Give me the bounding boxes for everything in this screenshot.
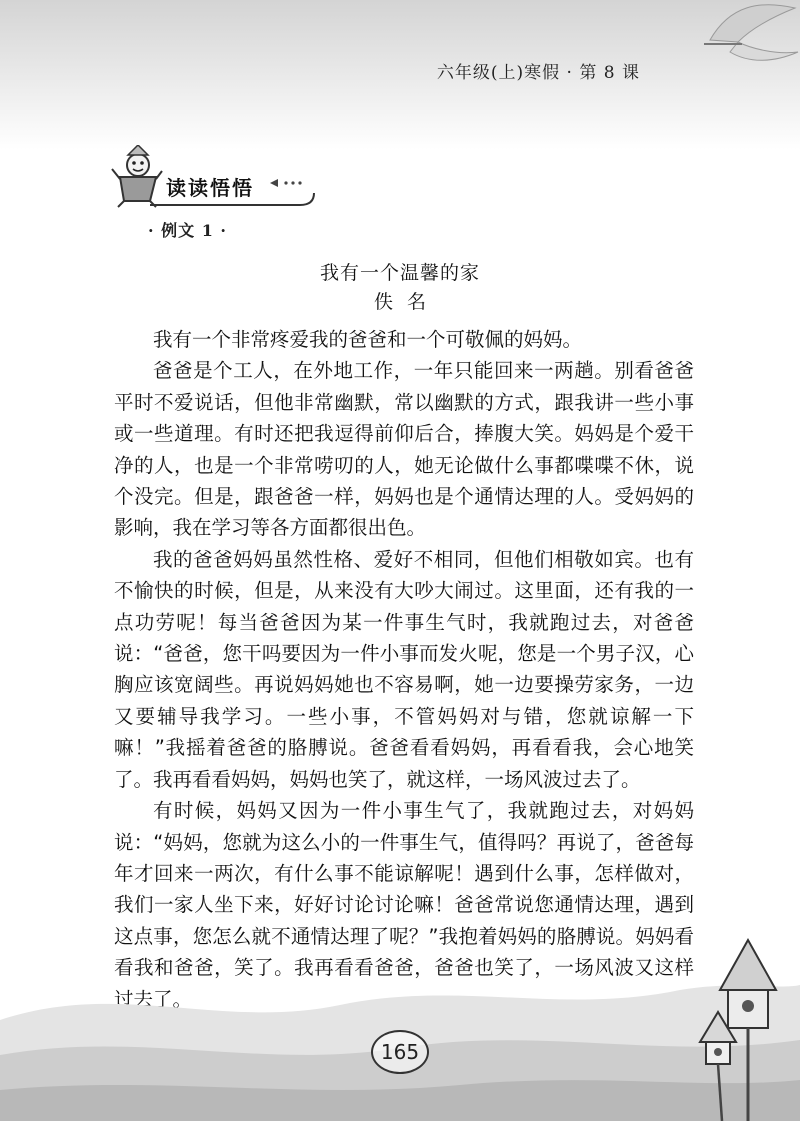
paragraph: 我有一个非常疼爱我的爸爸和一个可敬佩的妈妈。: [153, 328, 583, 351]
article-author: 佚名: [373, 291, 440, 313]
page-number: 165: [371, 1030, 429, 1074]
header-background: [0, 0, 800, 150]
birdhouse-icon: [690, 930, 800, 1121]
paragraph: 爸爸是个工人，在外地工作，一年只能回来一两趟。别看爸爸平时不爱说话，但他非常幽默，常以幽默的方式，跟我讲一些小事或一些道理。有时还把我逗得前仰后合，捧腹大笑。妈妈是个爱干净的人，也是一个非常唠叨的人，她无论做什么事都喋喋不休，说个没完。但是，跟爸爸一样，妈妈也是个通情达理的人。受妈妈的影响，我在学习等各方面都很出色。: [114, 359, 694, 540]
example-label: · 例文 1 ·: [148, 221, 227, 240]
cartoon-pencil-mascot-icon: [112, 145, 162, 207]
butterfly-icon: [690, 0, 800, 70]
section-title: 读读悟悟: [166, 176, 254, 200]
paragraph: 我的爸爸妈妈虽然性格、爱好不相同，但他们相敬如宾。也有不愉快的时候，但是，从来没有大吵大闹过。这里面，还有我的一点功劳呢！每当爸爸因为某一件事生气时，我就跑过去，对爸爸说：“爸爸，您干吗要因为一件小事而发火呢，您是一个男子汉，心胸应该宽阔些。再说妈妈她也不容易啊，她一边要操劳家务，一边又要辅导我学习。一些小事，不管妈妈对与错，您就谅解一下嘛！”我摇着爸爸的胳膊说。爸爸看看妈妈，再看看我，会心地笑了。我再看看妈妈，妈妈也笑了，就这样，一场风波过去了。: [114, 547, 694, 791]
paragraph: 有时候，妈妈又因为一件小事生气了，我就跑过去，对妈妈说：“妈妈，您就为这么小的一件事生气，值得吗？再说了，爸爸每年才回来一两次，有什么事不能谅解呢！遇到什么事，怎样做对，我们一家人坐下来，好好讨论讨论嘛！爸爸常说您通情达理，遇到这点事，您怎么就不通情达理了呢？”我抱着妈妈的胳膊说。妈妈看看我和爸爸，笑了。我再看看爸爸，爸爸也笑了，一场风波又这样过去了。: [114, 799, 694, 1011]
article-title: 我有一个温馨的家: [319, 262, 480, 284]
lesson-header: 六年级(上)寒假 · 第 8 课: [436, 63, 640, 83]
